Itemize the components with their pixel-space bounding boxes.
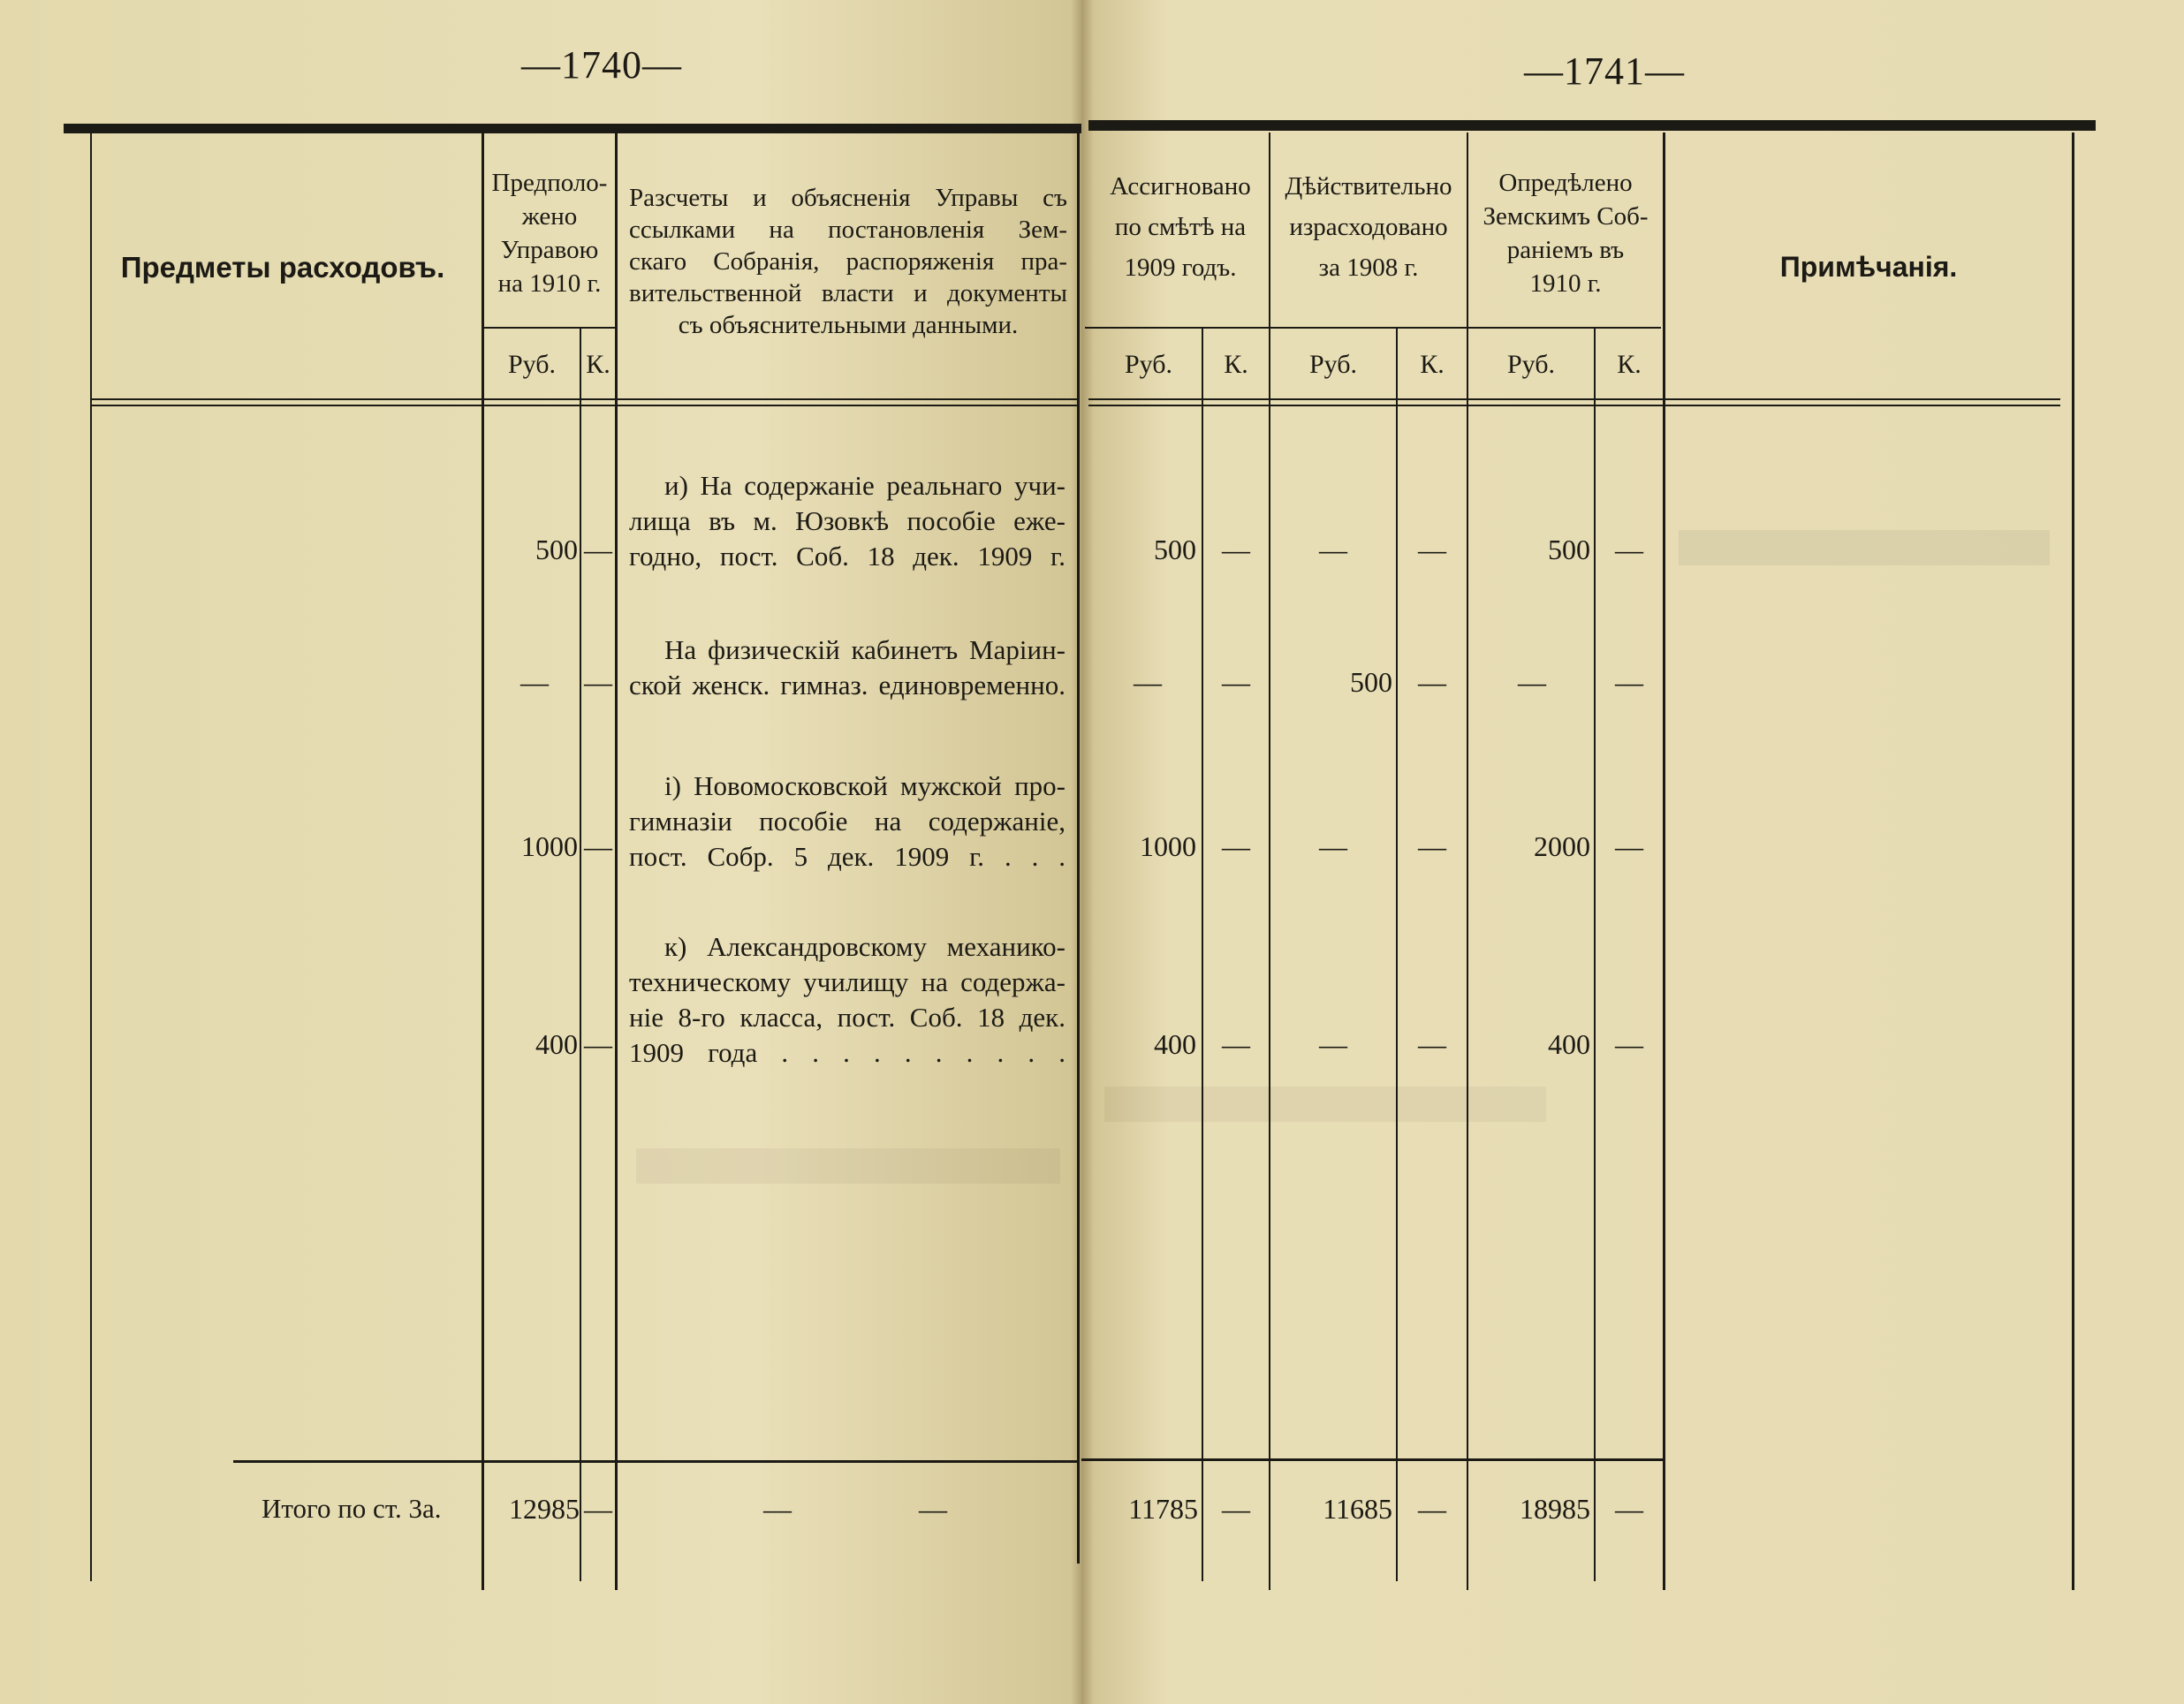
total-rule-right (1081, 1458, 1665, 1461)
row-text-line: гимназіи пособіе на содержаніе, (629, 806, 1065, 837)
row-text (629, 632, 1065, 703)
total-determined-rub: 18985 (1520, 1493, 1590, 1525)
header-line: Дѣйствительно (1285, 172, 1452, 201)
header-line: вительственной власти и документы (629, 279, 1067, 307)
unit-kop: К. (586, 350, 610, 379)
assigned-rub: — (1134, 666, 1162, 698)
top-rule-right (1088, 120, 2096, 131)
proposed-rub: 400 (535, 1028, 578, 1060)
determined-kop: — (1615, 666, 1643, 698)
actual-rub: — (1319, 830, 1347, 862)
header-rule-left-2 (92, 405, 1078, 406)
actual-kop: — (1418, 1028, 1446, 1060)
row-text-line: годно, пост. Соб. 18 дек. 1909 г. (629, 541, 1065, 572)
unit-kop: К. (1224, 350, 1248, 379)
total-assigned-rub: 11785 (1128, 1493, 1198, 1525)
top-rule-left (64, 124, 1081, 133)
assigned-rub: 500 (1154, 534, 1196, 565)
row-text (629, 468, 1065, 574)
proposed-kop: — (584, 1028, 612, 1060)
unit-rule (482, 327, 615, 329)
header-assigned (1094, 166, 1267, 288)
determined-rub: 400 (1548, 1028, 1590, 1060)
proposed-rub: 500 (535, 534, 578, 565)
total-determined-kop: — (1615, 1493, 1643, 1525)
total-calc-dash: — (763, 1493, 792, 1525)
actual-rub: 500 (1350, 666, 1392, 698)
header-line: Предполо- (491, 169, 608, 197)
header-notes: Примѣчанія. (1779, 251, 1958, 283)
header-proposed (484, 166, 615, 300)
row-text (629, 769, 1065, 875)
col-rule (1396, 327, 1398, 1581)
col-rule (580, 327, 581, 1581)
proposed-kop: — (584, 830, 612, 862)
proposed-rub: — (520, 666, 549, 698)
bleed-through (1679, 530, 2050, 565)
determined-kop: — (1615, 1028, 1643, 1060)
proposed-kop: — (584, 534, 612, 565)
assigned-rub: 400 (1154, 1028, 1196, 1060)
book-gutter (1071, 0, 1094, 1704)
bleed-through (1104, 1087, 1546, 1122)
total-assigned-kop: — (1222, 1493, 1250, 1525)
header-line: Земскимъ Соб- (1483, 202, 1649, 231)
total-calc-dash: — (919, 1493, 947, 1525)
row-text-line: и) На содержаніе реальнаго учи- (664, 470, 1065, 501)
col-rule (1594, 327, 1596, 1581)
assigned-kop: — (1222, 1028, 1250, 1060)
page-number-right: —1741— (1524, 49, 1685, 93)
row-text-line: На физическій кабинетъ Маріин- (664, 634, 1065, 665)
row-text-line: 1909 года . . . . . . . . . . (629, 1037, 1065, 1068)
col-rule (90, 133, 92, 1581)
row-text-line: і) Новомосковской мужской про- (664, 770, 1065, 801)
actual-kop: — (1418, 666, 1446, 698)
header-line: по смѣтѣ на (1114, 213, 1247, 241)
total-label: Итого по ст. 3а. (262, 1493, 442, 1524)
actual-rub: — (1319, 1028, 1347, 1060)
unit-rule-right (1085, 327, 1661, 329)
col-rule (1202, 327, 1203, 1581)
header-line: израсходовано (1289, 213, 1448, 241)
header-line: ссылками на постановленія Зем- (629, 216, 1067, 244)
header-line: Опредѣлено (1498, 169, 1633, 197)
header-line: раніемъ въ (1506, 236, 1625, 264)
row-text-line: пост. Собр. 5 дек. 1909 г. . . . (629, 841, 1065, 872)
actual-rub: — (1319, 534, 1347, 565)
total-actual-rub: 11685 (1323, 1493, 1392, 1525)
unit-rub: Руб. (1308, 350, 1358, 379)
col-rule (1077, 133, 1080, 1564)
header-line: на 1910 г. (497, 269, 602, 298)
col-rule (615, 133, 618, 1590)
header-line: Управою (500, 236, 599, 264)
header-calculations (629, 182, 1067, 341)
assigned-rub: 1000 (1140, 830, 1196, 862)
determined-rub: 500 (1548, 534, 1590, 565)
assigned-kop: — (1222, 830, 1250, 862)
determined-rub: 2000 (1534, 830, 1590, 862)
page-number-left: —1740— (521, 43, 682, 87)
unit-kop: К. (1420, 350, 1445, 379)
header-line: жено (521, 202, 578, 231)
unit-kop: К. (1617, 350, 1642, 379)
total-rule-left (233, 1460, 1078, 1463)
header-rule-left (92, 398, 1078, 400)
col-rule (1663, 133, 1665, 1590)
row-text-line: ской женск. гимназ. единовременно. (629, 670, 1065, 701)
proposed-rub: 1000 (521, 830, 578, 862)
actual-kop: — (1418, 830, 1446, 862)
header-rule-right-2 (1088, 405, 2060, 406)
assigned-kop: — (1222, 666, 1250, 698)
determined-rub: — (1518, 666, 1546, 698)
total-proposed-kop: — (584, 1493, 612, 1525)
col-rule (2072, 133, 2074, 1590)
determined-kop: — (1615, 534, 1643, 565)
total-proposed-rub: 12985 (509, 1493, 580, 1525)
row-text-line: техническому училищу на содержа- (629, 966, 1065, 997)
header-line: за 1908 г. (1318, 254, 1419, 282)
header-rule-right (1088, 398, 2060, 400)
row-text (629, 929, 1065, 1071)
header-line: Ассигновано (1110, 172, 1251, 201)
row-text-line: к) Александровскому механико- (664, 931, 1065, 962)
determined-kop: — (1615, 830, 1643, 862)
unit-rub: Руб. (507, 350, 557, 379)
header-line: съ объяснительными данными. (678, 311, 1019, 339)
header-line: Разсчеты и объясненія Управы съ (629, 184, 1067, 212)
header-items: Предметы расходовъ. (120, 251, 445, 284)
row-text-line: лища въ м. Юзовкѣ пособіе еже- (629, 505, 1065, 536)
assigned-kop: — (1222, 534, 1250, 565)
proposed-kop: — (584, 666, 612, 698)
row-text-line: ніе 8-го класса, пост. Соб. 18 дек. (629, 1002, 1065, 1033)
unit-rub: Руб. (1506, 350, 1556, 379)
header-line: 1909 годъ. (1124, 254, 1237, 282)
header-line: скаго Собранія, распоряженія пра- (629, 247, 1067, 276)
header-determined (1470, 166, 1661, 300)
total-actual-kop: — (1418, 1493, 1446, 1525)
header-actual (1272, 166, 1465, 288)
actual-kop: — (1418, 534, 1446, 565)
header-line: 1910 г. (1529, 269, 1602, 298)
unit-rub: Руб. (1124, 350, 1173, 379)
bleed-through (636, 1148, 1060, 1184)
